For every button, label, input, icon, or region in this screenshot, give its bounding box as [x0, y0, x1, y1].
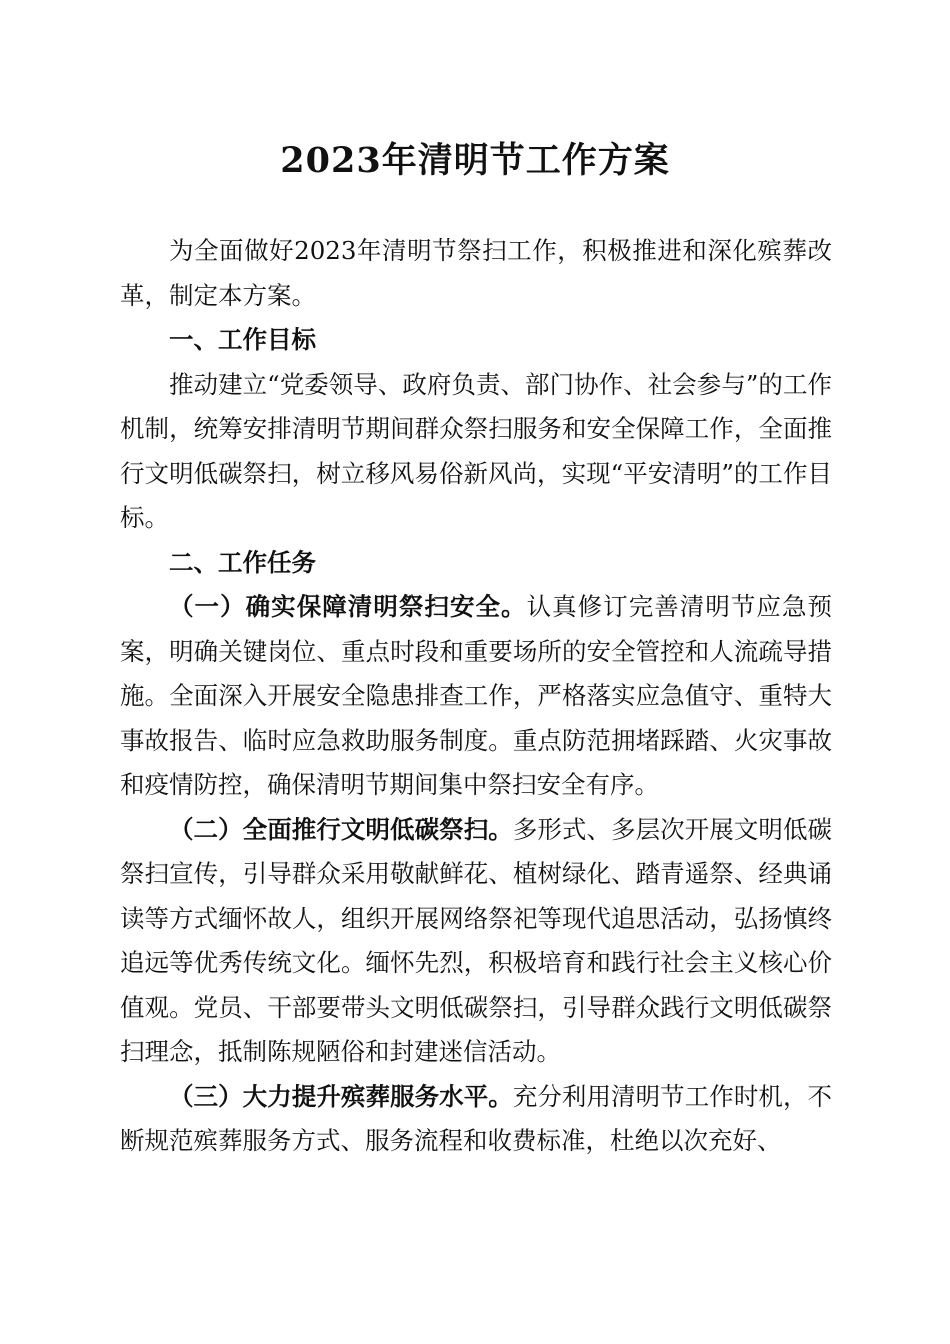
task-lead: （一）确实保障清明祭扫安全。 [169, 592, 527, 621]
task-body: 认真修订完善清明节应急预案，明确关键岗位、重点时段和重要场所的安全管控和人流疏导措施。全面深入开展安全隐患排查工作，严格落实应急值守、重特大事故报告、临时应急救助服务制度。重点防范拥堵踩踏、火灾事故和疫情防控，确保清明节期间集中祭扫安全有序。 [120, 592, 833, 799]
task-lead: （三）大力提升殡葬服务水平。 [169, 1081, 513, 1111]
task-paragraph [120, 585, 832, 808]
document-title: 2023年清明节工作方案 [280, 140, 670, 181]
task-body: 充分利用清明节工作时机，不断规范殡葬服务方式、服务流程和收费标准，杜绝以次充好、 [120, 1081, 833, 1155]
task-paragraph [120, 1075, 832, 1164]
section-heading-tasks: 二、工作任务 [169, 547, 316, 577]
goals-paragraph: 推动建立“党委领导、政府负责、部门协作、社会参与”的工作机制，统筹安排清明节期间群众祭扫服务和安全保障工作，全面推行文明低碳祭扫，树立移风易俗新风尚，实现“平安清明”的工作目标。 [120, 369, 832, 532]
intro-paragraph: 为全面做好2023年清明节祭扫工作，积极推进和深化殡葬改革，制定本方案。 [120, 236, 832, 310]
task-body: 多形式、多层次开展文明低碳祭扫宣传，引导群众采用敬献鲜花、植树绿化、踏青遥祭、经典诵读等方式缅怀故人，组织开展网络祭祀等现代追思活动，弘扬慎终追远等优秀传统文化。缅怀先烈，积极培育和践行社会主义核心价值观。党员、干部要带头文明低碳祭扫，引导群众践行文明低碳祭扫理念，抵制陈规陋俗和封建迷信活动。 [120, 814, 833, 1066]
task-lead: （二）全面推行文明低碳祭扫。 [169, 814, 513, 844]
task-paragraph [120, 808, 832, 1075]
section-heading-goals: 一、工作目标 [169, 325, 316, 354]
document-body [120, 229, 832, 1164]
